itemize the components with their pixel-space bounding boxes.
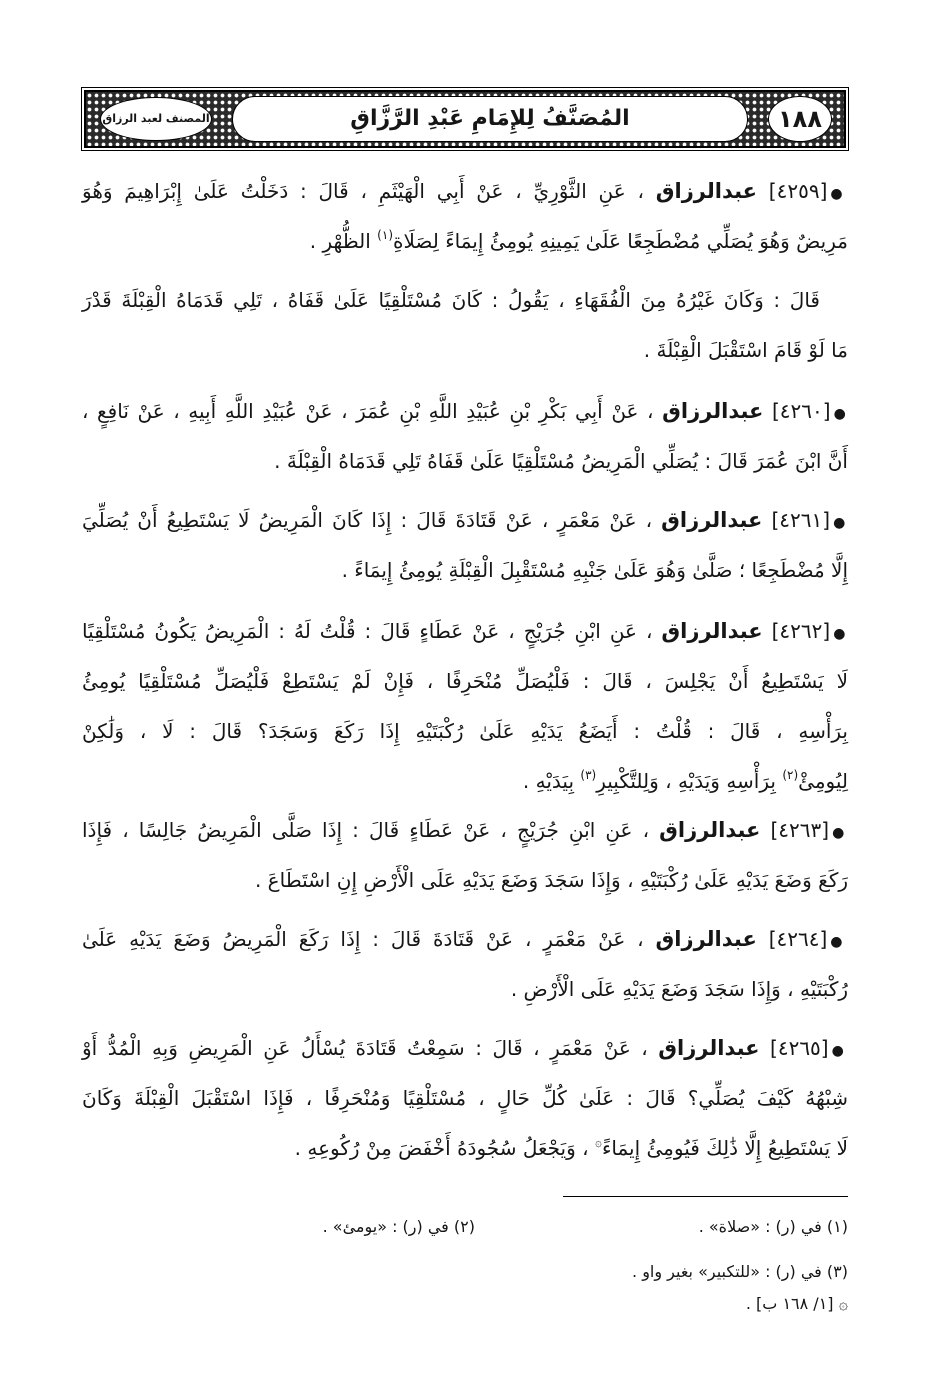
text-line	[82, 756, 848, 806]
line-text: ، عَنْ مَعْمَرٍ ، عَنْ قَتَادَةَ قَالَ : إِذَا كَانَ الْمَرِيضُ لَا يَسْتَطِيعُ أَنْ يُصَلِّيَ	[82, 508, 653, 532]
text-line	[82, 1023, 848, 1073]
hadith-entry	[82, 805, 848, 905]
footnote-marker: (٣)	[580, 768, 597, 782]
text-line	[82, 706, 848, 756]
hadith-number: [٤٢٥٩]	[768, 179, 828, 203]
hadith-entry	[82, 606, 848, 806]
text-line	[82, 855, 848, 905]
narrator-name: عبدالرزاق	[661, 619, 763, 643]
line-text: ، عَنْ أَبِي بَكْرِ بْنِ عُبَيْدِ اللَّهِ بْنِ عُمَرَ ، عَنْ عُبَيْدِ اللَّهِ أَبِيهِ ، عَنْ نَافِعٍ ،	[82, 399, 654, 423]
text-line	[82, 325, 848, 375]
line-text: إِلَّا مُضْطَجِعًا ؛ صَلَّىٰ وَهُوَ عَلَىٰ جَنْبِهِ مُسْتَقْبِلَ الْقِبْلَةِ يُومِئُ إِيمَاءً .	[341, 558, 848, 582]
line-text: لَا يَسْتَطِيعُ إِلَّا ذَٰلِكَ فَيُومِئُ إِيمَاءً	[601, 1136, 848, 1160]
book-logo-text: المصنف لعبد الرزاق	[102, 112, 210, 125]
narrator-name: عبدالرزاق	[655, 179, 757, 203]
line-text: الظُّهْرِ .	[309, 229, 371, 253]
line-text: مَا لَوْ قَامَ اسْتَقْبَلَ الْقِبْلَةَ .	[643, 338, 848, 362]
entry-bullet: ●	[833, 406, 849, 422]
narrator-name: عبدالرزاق	[661, 508, 763, 532]
entry-bullet: ●	[830, 186, 849, 202]
hadith-number: [٤٢٦٠]	[771, 399, 831, 423]
line-text: لَا يَسْتَطِيعُ أَنْ يَجْلِسَ ، قَالَ : فَلْيُصَلِّ مُنْحَرِفًا ، فَإِنْ لَمْ يَسْتَطِعْ فَلْيُصَلِّ مُسْتَلْقِيًا يُومِئُ	[82, 669, 848, 693]
line-text: بِيَدَيْهِ .	[522, 769, 575, 793]
hadith-number: [٤٢٦٢]	[771, 619, 831, 643]
text-line	[82, 545, 848, 595]
line-text: قَالَ : وَكَانَ غَيْرُهُ مِنَ الْفُقَهَاءِ ، يَقُولُ : كَانَ مُسْتَلْقِيًا عَلَىٰ قَفَاهُ ، تَلِي قَدَمَاهُ الْقِبْلَةَ قَدْرَ	[82, 288, 820, 312]
text-line	[82, 606, 848, 656]
line-text: رُكْبَتَيْهِ ، وَإِذَا سَجَدَ وَضَعَ يَدَيْهِ عَلَى الْأَرْضِ .	[510, 977, 848, 1001]
book-title: المُصَنَّفُ لِلإِمَامِ عَبْدِ الرَّزَّاقِ	[350, 106, 630, 131]
line-text: ، عَنْ مَعْمَرٍ ، قَالَ : سَمِعْتُ قَتَادَةَ يُسْأَلُ عَنِ الْمَرِيضِ وَبِهِ الْمُدُّ أَوْ	[82, 1036, 648, 1060]
hadith-entry	[82, 166, 848, 266]
line-text: ، وَيَجْعَلُ سُجُودَهُ أَخْفَضَ مِنْ رُكُوعِهِ .	[294, 1136, 589, 1160]
line-text: بِرَأْسِهِ وَيَدَيْهِ ، وَلِلتَّكْبِيرِ	[596, 769, 776, 793]
text-line	[82, 436, 848, 486]
hadith-number: [٤٢٦١]	[771, 508, 831, 532]
entry-bullet: ●	[830, 934, 849, 950]
line-text: بِرَأْسِهِ ، قَالَ : قُلْتُ : أَيَضَعُ يَدَيْهِ عَلَىٰ رُكْبَتَيْهِ إِذَا رَكَعَ وَسَجَدَ؟ قَالَ : لَا ، وَلَٰكِنْ	[82, 719, 848, 743]
text-line	[82, 964, 848, 1014]
text-line	[82, 805, 848, 855]
folio-reference: ۞ [١/ ١٦٨ ب] .	[745, 1294, 848, 1313]
line-text: رَكَعَ وَضَعَ يَدَيْهِ عَلَىٰ رُكْبَتَيْهِ ، وَإِذَا سَجَدَ وَضَعَ يَدَيْهِ عَلَى الْأَرْضِ إِنِ اسْتَطَاعَ .	[254, 868, 848, 892]
text-line	[82, 275, 848, 325]
running-title-frame	[232, 96, 748, 142]
text-line	[82, 914, 848, 964]
text-line	[82, 216, 848, 266]
text-line	[82, 656, 848, 706]
folio-mark: ۞	[594, 1135, 602, 1149]
text-line	[82, 1073, 848, 1123]
line-text: ، عَنِ الثَّوْرِيِّ ، عَنْ أَبِي الْهَيْثَمِ ، قَالَ : دَخَلْتُ عَلَىٰ إِبْرَاهِيمَ وَهُوَ	[82, 179, 644, 203]
narrator-name: عبدالرزاق	[659, 818, 761, 842]
line-text: مَرِيضٌ وَهُوَ يُصَلِّي مُضْطَجِعًا عَلَىٰ يَمِينِهِ يُومِئُ إِيمَاءً لِصَلَاةِ	[393, 229, 848, 253]
hadith-entry	[82, 1023, 848, 1173]
book-logo	[100, 97, 212, 141]
line-text: لِيُومِئْ	[798, 769, 848, 793]
entry-bullet: ●	[833, 515, 848, 531]
entry-bullet: ●	[832, 825, 849, 841]
hadith-number: [٤٢٦٣]	[770, 818, 830, 842]
page-number: ١٨٨	[768, 96, 832, 142]
hadith-number: [٤٢٦٥]	[770, 1036, 829, 1060]
hadith-continuation	[82, 275, 848, 375]
text-line	[82, 386, 848, 436]
line-text: شِبْهُهُ كَيْفَ يُصَلِّي؟ قَالَ : عَلَىٰ كُلِّ حَالٍ ، مُسْتَلْقِيًا وَمُنْحَرِفًا ، فَإِذَا اسْتَقْبَلَ الْقِبْلَةَ وَكَانَ	[82, 1086, 848, 1110]
line-text: ، عَنِ ابْنِ جُرَيْجٍ ، عَنْ عَطَاءٍ قَالَ : قُلْتُ لَهُ : الْمَرِيضُ يَكُونُ مُسْتَلْقِيًا	[82, 619, 653, 643]
hadith-number: [٤٢٦٤]	[768, 927, 828, 951]
narrator-name: عبدالرزاق	[655, 927, 757, 951]
footnote-marker: (١)	[377, 228, 393, 242]
entry-bullet: ●	[831, 1043, 848, 1059]
footnote: (٣) في (ر) : «للتكبير» بغير واو .	[632, 1262, 848, 1281]
line-text: ، عَنِ ابْنِ جُرَيْجٍ ، عَنْ عَطَاءٍ قَالَ : إِذَا صَلَّى الْمَرِيضُ جَالِسًا ، فَإِذَا	[82, 818, 650, 842]
footnote: (١) في (ر) : «صلاة» .	[698, 1217, 848, 1236]
footnote-marker: (٢)	[782, 768, 799, 782]
text-line	[82, 1123, 848, 1173]
text-line	[82, 166, 848, 216]
hadith-entry	[82, 386, 848, 486]
running-header	[84, 90, 846, 148]
entry-bullet: ●	[833, 626, 849, 642]
footnote-divider	[563, 1196, 848, 1197]
hadith-entry	[82, 495, 848, 595]
footnote: (٢) في (ر) : «يومئ» .	[322, 1217, 475, 1236]
text-line	[82, 495, 848, 545]
line-text: ، عَنْ مَعْمَرٍ ، عَنْ قَتَادَةَ قَالَ : إِذَا رَكَعَ الْمَرِيضُ وَضَعَ يَدَيْهِ عَلَىٰ	[82, 927, 644, 951]
hadith-entry	[82, 914, 848, 1014]
narrator-name: عبدالرزاق	[662, 399, 764, 423]
line-text: أَنَّ ابْنَ عُمَرَ قَالَ : يُصَلِّي الْمَرِيضُ مُسْتَلْقِيًا عَلَىٰ قَفَاهُ تَلِي قَدَمَاهُ الْقِبْلَةَ .	[274, 449, 848, 473]
narrator-name: عبدالرزاق	[658, 1036, 760, 1060]
